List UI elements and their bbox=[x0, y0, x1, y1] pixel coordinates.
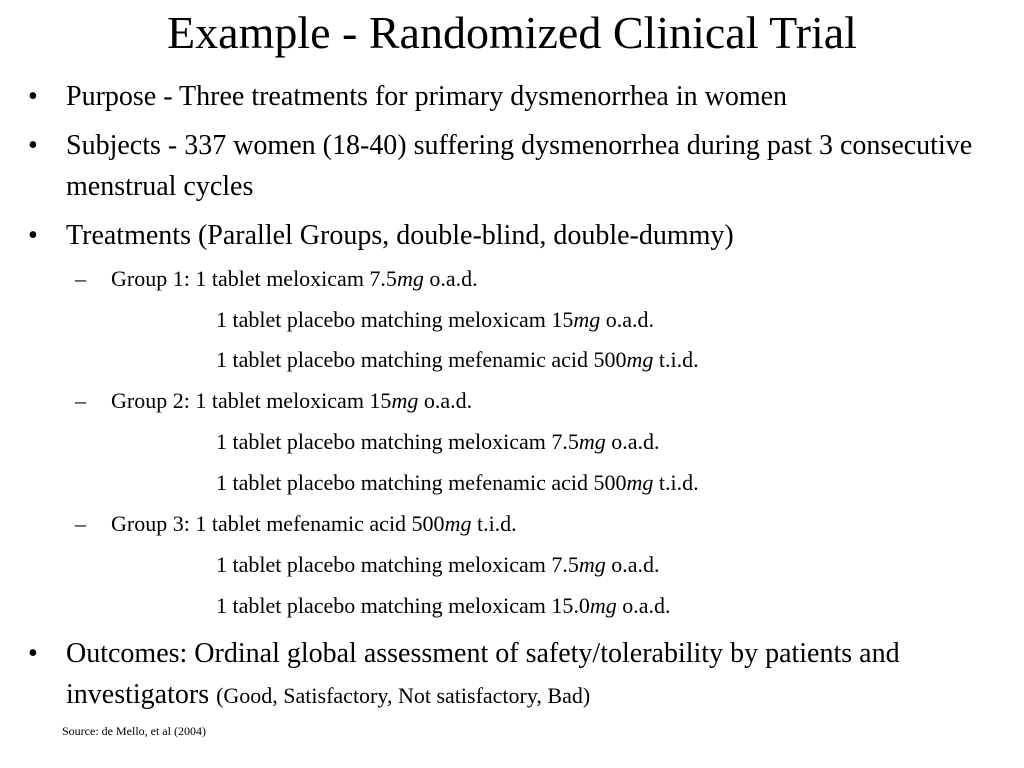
bullet-mark: • bbox=[28, 638, 38, 669]
bullet-treatments bbox=[20, 215, 1010, 256]
group-2-line-3-pre: 1 tablet placebo matching mefenamic acid 500 bbox=[216, 470, 627, 495]
unit-mg: mg bbox=[578, 429, 606, 454]
bullet-subjects-text: Subjects - 337 women (18-40) suffering dysmenorrhea during past 3 consecutive menstrual cycles bbox=[66, 130, 973, 202]
bullet-purpose-text: Purpose - Three treatments for primary dysmenorrhea in women bbox=[66, 81, 788, 112]
group-1-line-3-pre: 1 tablet placebo matching mefenamic acid 500 bbox=[216, 347, 627, 372]
bullet-outcomes bbox=[20, 633, 1010, 716]
group-1-line-2-post: o.a.d. bbox=[600, 307, 655, 332]
group-3-line-3-post: o.a.d. bbox=[616, 593, 671, 618]
bullet-treatments-text: Treatments (Parallel Groups, double-blind, double-dummy) bbox=[66, 220, 734, 251]
group-1-line-2-pre: 1 tablet placebo matching meloxicam 15 bbox=[216, 307, 574, 332]
group-1-line-1-pre: Group 1: 1 tablet meloxicam 7.5 bbox=[111, 266, 397, 291]
group-2-line-1-pre: Group 2: 1 tablet meloxicam 15 bbox=[111, 388, 392, 413]
group-1-line-1 bbox=[75, 264, 478, 294]
group-2-line-2-post: o.a.d. bbox=[605, 429, 660, 454]
group-2-line-2 bbox=[216, 427, 660, 457]
group-1-line-2 bbox=[216, 305, 654, 335]
dash-mark: – bbox=[75, 266, 86, 291]
dash-mark: – bbox=[75, 388, 86, 413]
source-citation: Source: de Mello, et al (2004) bbox=[62, 724, 206, 738]
bullet-mark: • bbox=[28, 130, 38, 161]
unit-mg: mg bbox=[626, 347, 654, 372]
bullet-mark: • bbox=[28, 81, 38, 112]
slide-title: Example - Randomized Clinical Trial bbox=[167, 7, 857, 58]
group-1-line-3 bbox=[216, 345, 699, 375]
group-1-line-3-post: t.i.d. bbox=[653, 347, 699, 372]
group-2-line-1-post: o.a.d. bbox=[418, 388, 473, 413]
bullet-outcomes-detail: (Good, Satisfactory, Not satisfactory, Bad) bbox=[216, 683, 591, 708]
unit-mg: mg bbox=[391, 388, 419, 413]
group-3-line-1-pre: Group 3: 1 tablet mefenamic acid 500 bbox=[111, 511, 445, 536]
group-3-line-3-pre: 1 tablet placebo matching meloxicam 15.0 bbox=[216, 593, 590, 618]
group-3-line-2-post: o.a.d. bbox=[605, 552, 660, 577]
group-2-line-3-post: t.i.d. bbox=[653, 470, 699, 495]
unit-mg: mg bbox=[589, 593, 617, 618]
bullet-mark: • bbox=[28, 220, 38, 251]
unit-mg: mg bbox=[396, 266, 424, 291]
group-3-line-3 bbox=[216, 591, 671, 621]
dash-mark: – bbox=[75, 511, 86, 536]
unit-mg: mg bbox=[573, 307, 601, 332]
group-3-line-1-post: t.i.d. bbox=[471, 511, 517, 536]
group-3-line-1 bbox=[75, 509, 517, 539]
group-2-line-3 bbox=[216, 468, 699, 498]
bullet-outcomes-text: Outcomes: Ordinal global assessment of safety/tolerability by patients and investigators bbox=[66, 638, 900, 710]
bullet-purpose bbox=[20, 76, 1010, 117]
group-2-line-1 bbox=[75, 386, 472, 416]
group-3-line-2-pre: 1 tablet placebo matching meloxicam 7.5 bbox=[216, 552, 579, 577]
unit-mg: mg bbox=[626, 470, 654, 495]
unit-mg: mg bbox=[578, 552, 606, 577]
group-2-line-2-pre: 1 tablet placebo matching meloxicam 7.5 bbox=[216, 429, 579, 454]
unit-mg: mg bbox=[444, 511, 472, 536]
bullet-subjects bbox=[20, 125, 1010, 207]
group-3-line-2 bbox=[216, 550, 660, 580]
group-1-line-1-post: o.a.d. bbox=[423, 266, 478, 291]
